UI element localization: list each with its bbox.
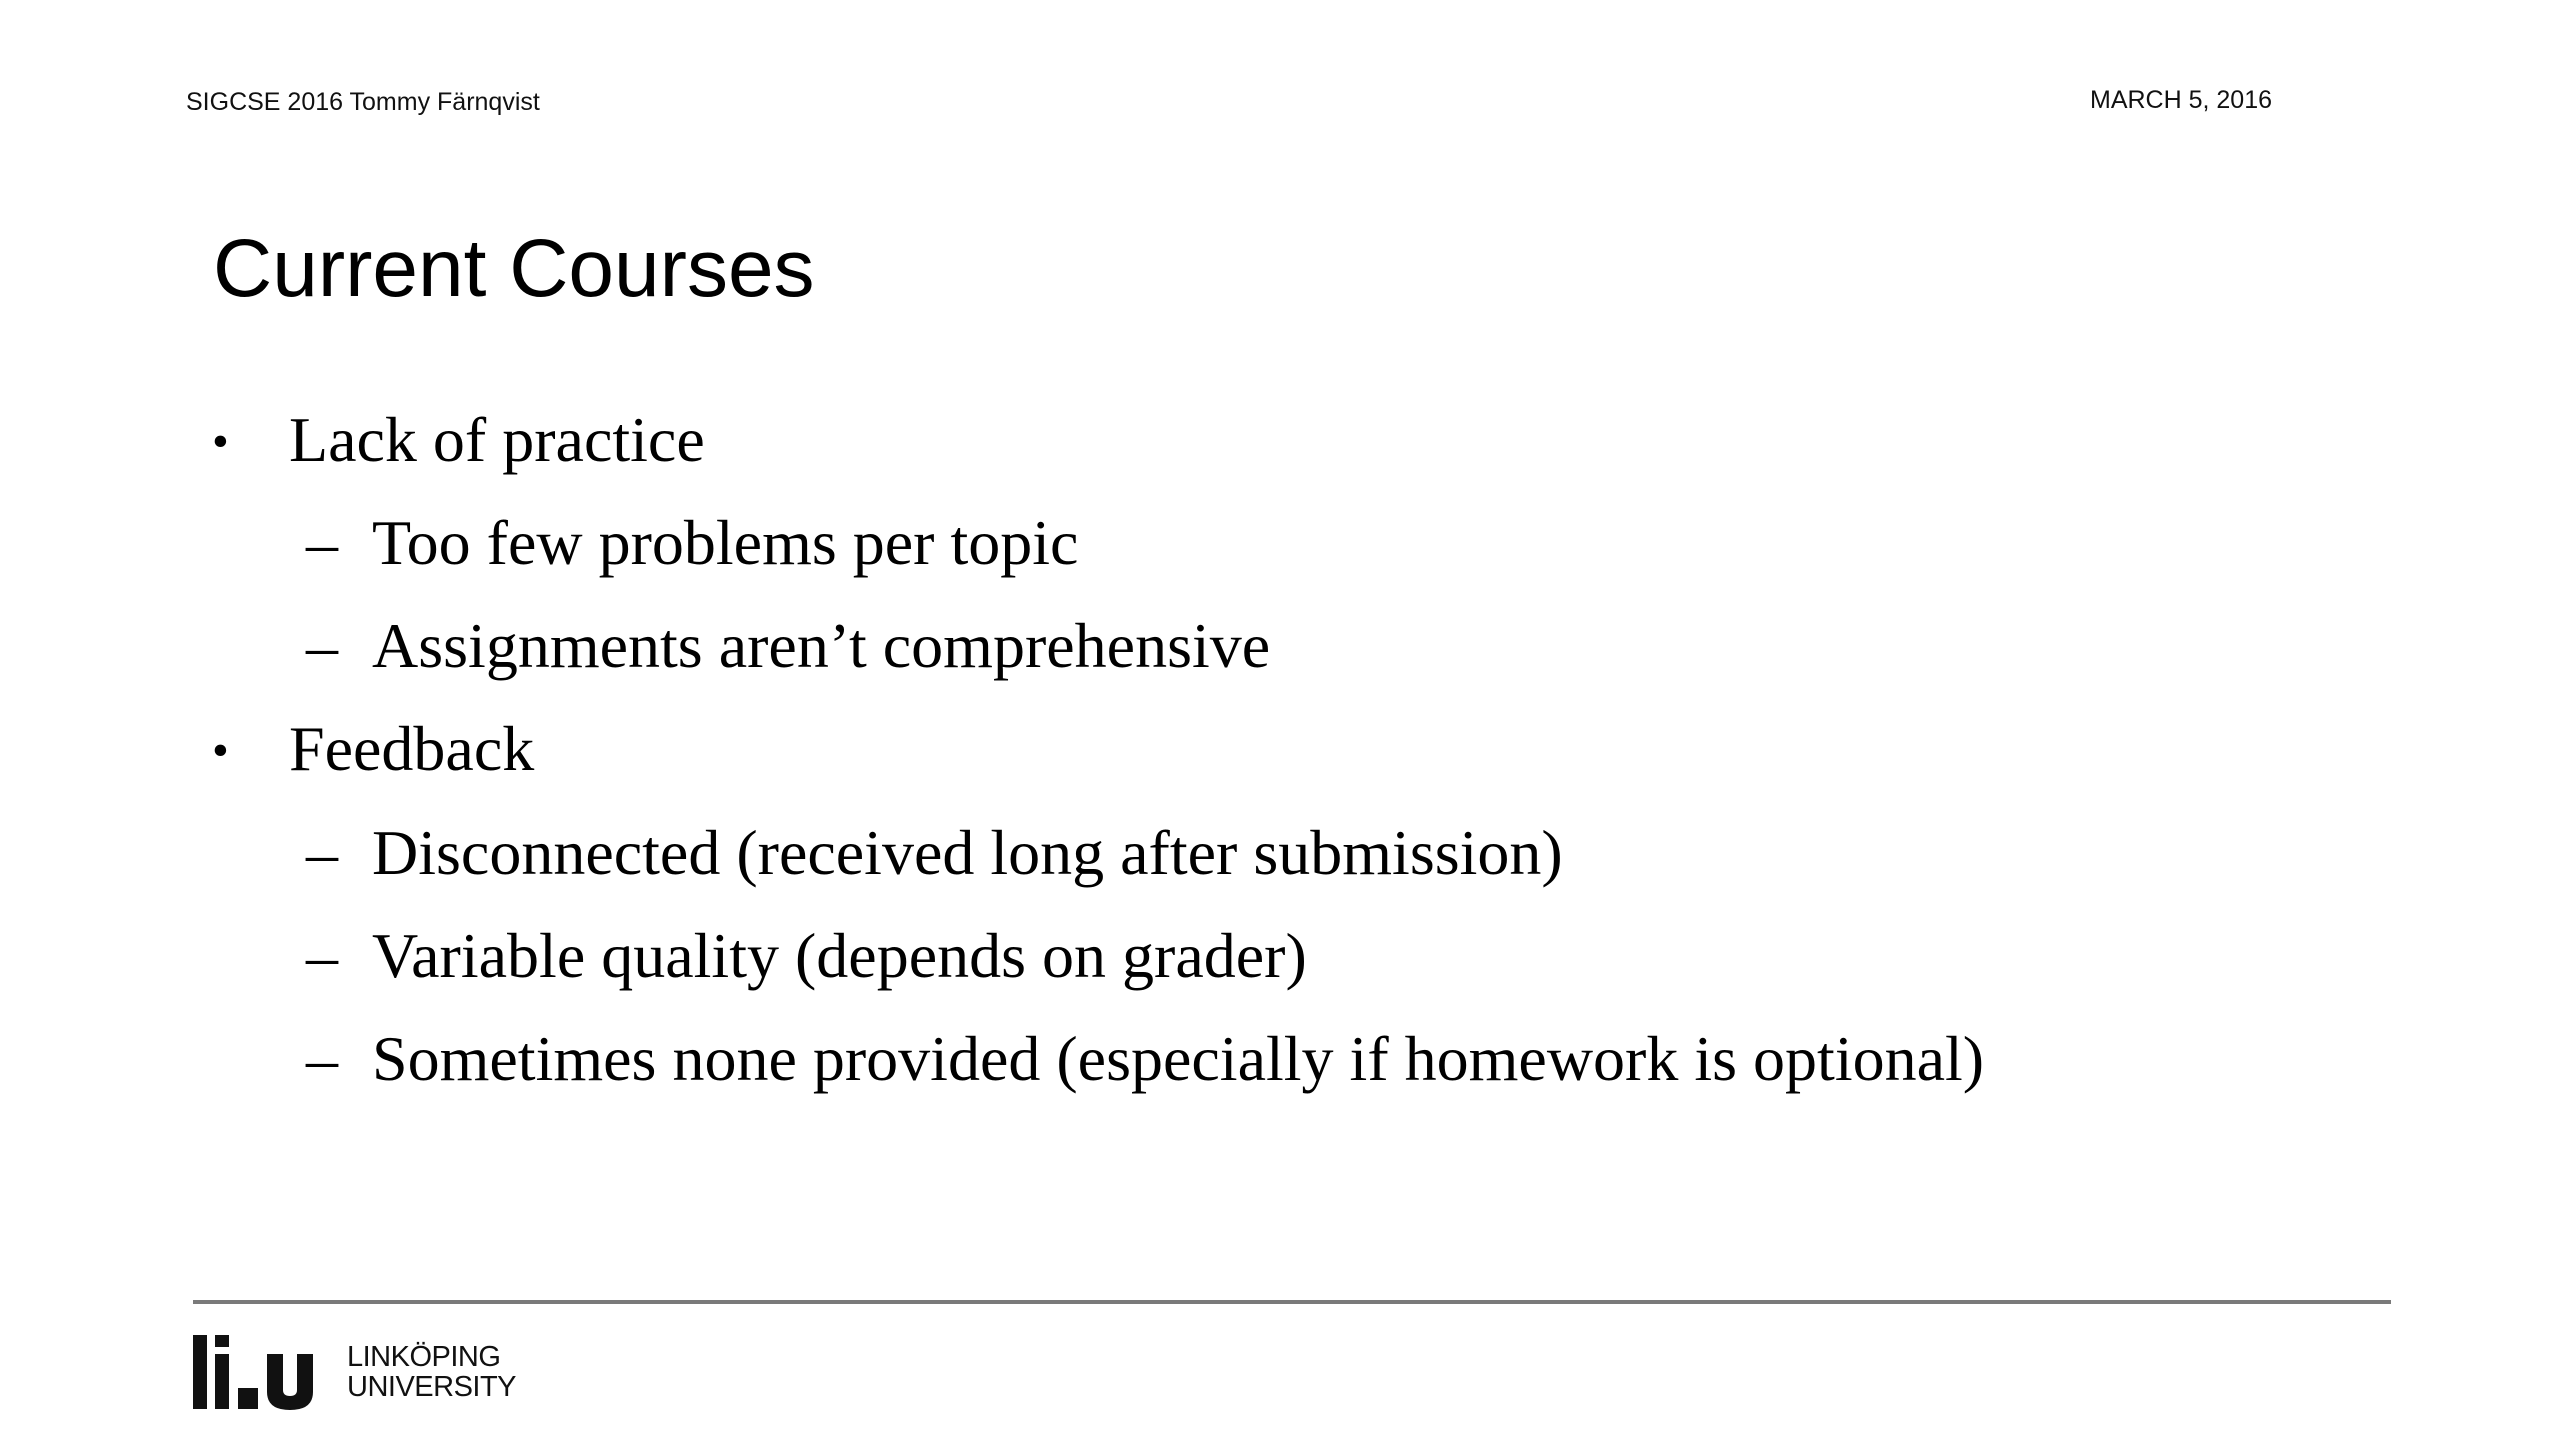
dash-marker: – bbox=[306, 1023, 338, 1094]
dash-marker: – bbox=[306, 507, 338, 578]
university-logo bbox=[193, 1332, 516, 1412]
sub-item: Sometimes none provided (especially if homework is optional) bbox=[372, 1023, 1985, 1094]
logo-line2: UNIVERSITY bbox=[347, 1371, 517, 1403]
header-author: SIGCSE 2016 Tommy Färnqvist bbox=[186, 88, 540, 116]
bullet-item: Lack of practice bbox=[289, 404, 705, 475]
sub-item: Variable quality (depends on grader) bbox=[372, 920, 1307, 991]
dash-marker: – bbox=[306, 817, 338, 888]
dash-marker: – bbox=[306, 920, 338, 991]
footer-divider bbox=[193, 1300, 2391, 1304]
sub-item: Too few problems per topic bbox=[372, 507, 1079, 578]
sub-item: Assignments aren’t comprehensive bbox=[372, 610, 1271, 681]
dash-marker: – bbox=[306, 610, 338, 681]
liu-logo-icon bbox=[193, 1332, 331, 1412]
sub-item: Disconnected (received long after submission) bbox=[372, 817, 1563, 888]
bullet-marker: • bbox=[212, 415, 229, 468]
slide-title: Current Courses bbox=[213, 223, 815, 314]
header-date: MARCH 5, 2016 bbox=[2090, 86, 2273, 114]
logo-wordmark bbox=[347, 1342, 516, 1402]
bullet-marker: • bbox=[212, 724, 229, 777]
logo-line1: LINKÖPING bbox=[347, 1341, 501, 1373]
bullet-item: Feedback bbox=[289, 713, 535, 784]
